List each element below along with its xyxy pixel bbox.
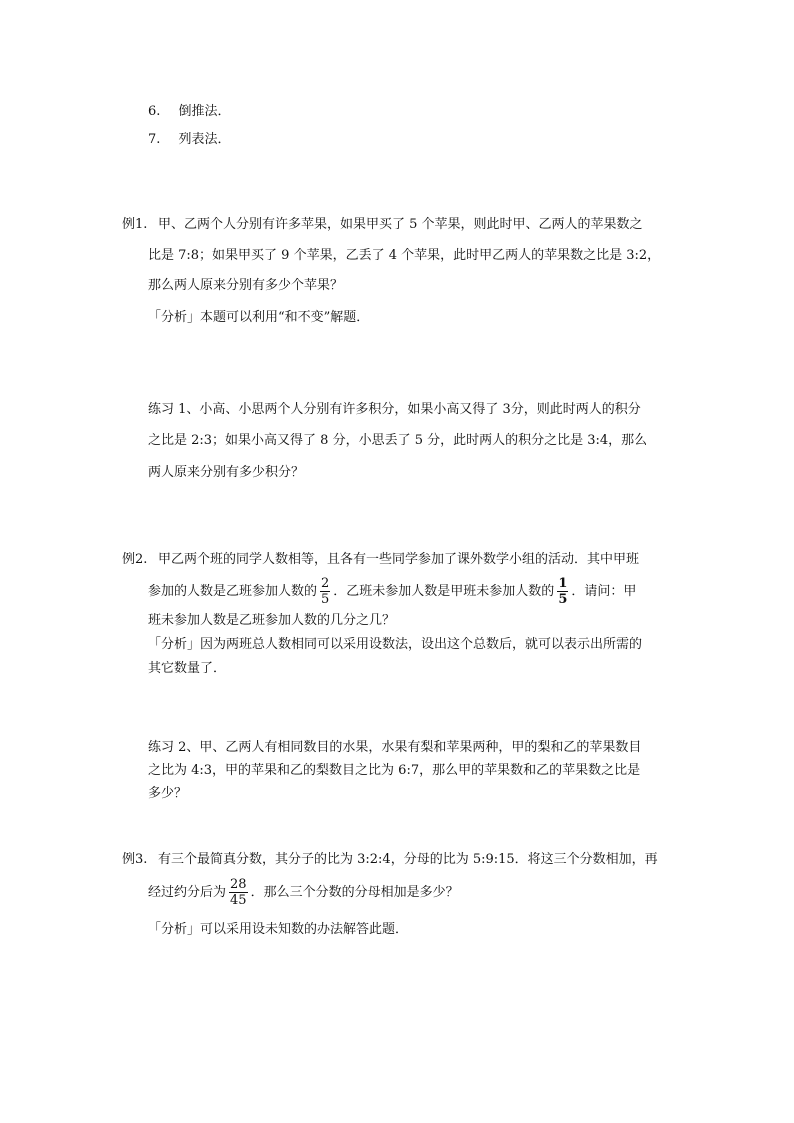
problem-text: ．请问：甲 bbox=[571, 584, 637, 599]
problem-line: 甲、乙两个人分别有许多苹果，如果甲买了 5 个苹果，则此时甲、乙两人的苹果数之 bbox=[158, 217, 643, 232]
method-text: 列表法． bbox=[178, 132, 231, 147]
example-label: 例1. bbox=[122, 217, 148, 232]
problem-line: 有三个最简真分数，其分子的比为 3:2:4，分母的比为 5:9:15．将这三个分数相加，再 bbox=[158, 852, 658, 867]
problem-line: 多少？ bbox=[148, 786, 188, 801]
problem-line: 那么两人原来分别有多少个苹果？ bbox=[148, 278, 344, 293]
problem-line: 之比是 2:3；如果小高又得了 8 分，小思丢了 5 分，此时两人的积分之比是 3:4，那么 bbox=[148, 433, 648, 448]
analysis-text: 「分析」可以采用设未知数的办法解答此题． bbox=[148, 922, 409, 937]
problem-line: 练习 2、甲、乙两人有相同数目的水果，水果有梨和苹果两种，甲的梨和乙的苹果数目 bbox=[148, 740, 642, 755]
fraction-numerator: 2 bbox=[321, 576, 330, 591]
analysis-text: 其它数量了． bbox=[148, 661, 227, 676]
example-label: 例3. bbox=[122, 852, 148, 867]
problem-line-with-fractions bbox=[148, 573, 636, 611]
problem-line: 之比为 4:3，甲的苹果和乙的梨数目之比为 6:7，那么甲的苹果数和乙的苹果数之比是 bbox=[148, 763, 641, 778]
method-item bbox=[148, 103, 231, 121]
method-text: 倒推法． bbox=[178, 104, 231, 119]
example-label: 例2. bbox=[122, 552, 148, 567]
fraction-numerator: 28 bbox=[230, 877, 247, 892]
problem-line: 两人原来分别有多少积分？ bbox=[148, 465, 305, 480]
method-number: 7. bbox=[148, 132, 161, 147]
problem-text: ．乙班未参加人数是甲班未参加人数的 bbox=[333, 584, 555, 599]
problem-line: 比是 7:8；如果甲买了 9 个苹果，乙丢了 4 个苹果，此时甲乙两人的苹果数之比是 3:2， bbox=[148, 248, 661, 263]
problem-line: 甲乙两个班的同学人数相等，且各有一些同学参加了课外数学小组的活动．其中甲班 bbox=[158, 552, 640, 567]
analysis-text: 「分析」因为两班总人数相同可以采用设数法，设出这个总数后，就可以表示出所需的 bbox=[148, 637, 643, 652]
fraction-two-fifths bbox=[320, 577, 330, 606]
problem-text: 经过约分后为 bbox=[148, 885, 227, 900]
problem-line-with-fraction bbox=[148, 873, 459, 913]
fraction-28-45 bbox=[229, 878, 248, 907]
fraction-denominator: 45 bbox=[230, 893, 247, 908]
fraction-one-fifth bbox=[557, 577, 568, 606]
fraction-denominator: 5 bbox=[558, 592, 568, 607]
method-number: 6. bbox=[148, 104, 161, 119]
problem-text: 参加的人数是乙班参加人数的 bbox=[148, 584, 318, 599]
problem-line: 班未参加人数是乙班参加人数的几分之几？ bbox=[148, 613, 396, 628]
problem-text: ．那么三个分数的分母相加是多少？ bbox=[250, 885, 459, 900]
fraction-numerator: 1 bbox=[558, 576, 568, 591]
fraction-denominator: 5 bbox=[321, 592, 330, 607]
problem-line: 练习 1、小高、小思两个人分别有许多积分，如果小高又得了 3分，则此时两人的积分 bbox=[148, 402, 641, 417]
analysis-text: 「分析」本题可以利用“和不变”解题． bbox=[148, 310, 370, 325]
method-item bbox=[148, 131, 231, 149]
